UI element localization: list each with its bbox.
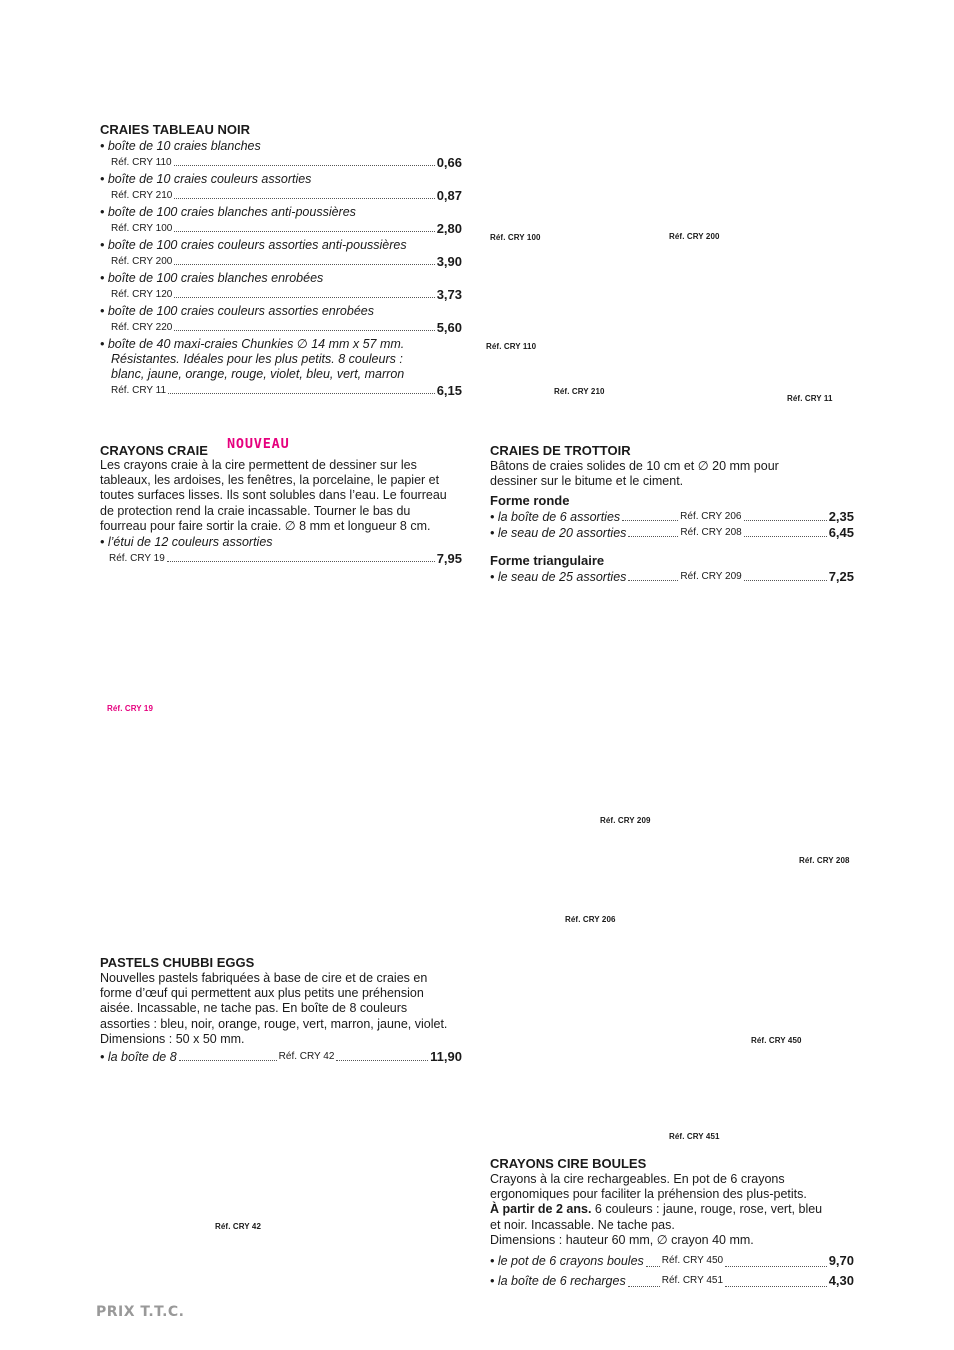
product-row	[490, 1251, 854, 1271]
photo-caption: Réf. CRY 206	[565, 915, 616, 924]
product-price: 3,90	[436, 254, 462, 269]
section-desc: fourreau pour faire sortir la craie. ∅ 8 mm et longueur 8 cm.	[100, 518, 431, 533]
product-desc: • l’étui de 12 couleurs assorties	[100, 535, 273, 550]
product-ref: Réf. CRY 42	[278, 1051, 335, 1063]
photo-caption: Réf. CRY 451	[669, 1132, 720, 1141]
product-price: 9,70	[828, 1253, 854, 1269]
section-desc: de protection rend la craie incassable. Tourner le bas du	[100, 503, 411, 518]
product-price: 2,35	[828, 509, 854, 525]
product-price: 0,66	[436, 155, 462, 170]
product-ref: Réf. CRY 110	[111, 157, 172, 168]
product-item	[100, 270, 462, 303]
product-price: 3,73	[436, 287, 462, 302]
photo-caption: Réf. CRY 42	[215, 1222, 262, 1231]
section-desc: Dimensions : 50 x 50 mm.	[100, 1031, 245, 1046]
product-price: 5,60	[436, 320, 462, 335]
section-desc: Crayons à la cire rechargeables. En pot de 6 crayons	[490, 1172, 785, 1186]
product-item	[100, 171, 462, 204]
section-title: PASTELS CHUBBI EGGS	[100, 955, 255, 970]
product-ref: Réf. CRY 209	[680, 571, 742, 583]
product-ref: Réf. CRY 210	[111, 190, 173, 201]
subsection-title: Forme ronde	[490, 493, 570, 509]
section-desc: Nouvelles pastels fabriquées à base de cire et de craies en	[100, 971, 428, 985]
section-title: CRAIES TABLEAU NOIR	[100, 122, 250, 137]
product-ref: Réf. CRY 120	[111, 289, 173, 300]
product-item	[100, 336, 462, 399]
product-desc: • la boîte de 6 recharges	[490, 1274, 626, 1289]
section-craies-trottoir	[490, 443, 854, 585]
section-title: CRAYONS CIRE BOULES	[490, 1156, 647, 1171]
section-title: CRAYONS CRAIE	[100, 443, 208, 458]
product-price: 2,80	[436, 221, 462, 236]
photo-caption: Réf. CRY 209	[600, 816, 651, 825]
product-ref: Réf. CRY 208	[680, 527, 742, 539]
product-price: 7,25	[828, 569, 854, 585]
product-desc-line: Résistantes. Idéales pour les plus petits. 8 couleurs :	[111, 352, 403, 366]
product-desc: • boîte de 100 craies couleurs assorties enrobées	[100, 304, 374, 318]
product-desc: • boîte de 100 craies blanches enrobées	[100, 271, 324, 285]
product-row	[490, 525, 854, 541]
section-desc: aisée. Incassable, ne tache pas. En boîte de 8 couleurs	[100, 1001, 408, 1016]
section-desc: forme d’œuf qui permettent aux plus petits une préhension	[100, 986, 424, 1001]
product-price: 6,15	[436, 383, 462, 398]
photo-caption: Réf. CRY 200	[669, 232, 720, 241]
product-desc: • le seau de 25 assorties	[490, 570, 627, 585]
product-price: 4,30	[828, 1273, 854, 1289]
section-desc: tableaux, les ardoises, les fenêtres, la porcelaine, le papier et	[100, 473, 440, 488]
section-desc: et noir. Incassable. Ne tache pas.	[490, 1217, 675, 1232]
product-ref: Réf. CRY 100	[111, 223, 173, 234]
product-item	[100, 237, 462, 270]
product-price: 7,95	[436, 551, 462, 567]
product-desc: • le pot de 6 crayons boules	[490, 1254, 644, 1269]
product-price: 11,90	[430, 1049, 462, 1065]
section-pastels	[100, 955, 462, 1065]
section-desc: Dimensions : hauteur 60 mm, ∅ crayon 40 mm.	[490, 1232, 754, 1247]
new-badge: NOUVEAU	[227, 436, 290, 452]
product-row	[100, 1049, 462, 1065]
product-item	[100, 204, 462, 237]
product-desc: • boîte de 100 craies couleurs assorties anti-poussières	[100, 238, 407, 252]
footer-price-note: PRIX T.T.C.	[96, 1304, 185, 1320]
product-desc: • boîte de 10 craies couleurs assorties	[100, 172, 312, 186]
photo-caption: Réf. CRY 19	[107, 704, 154, 713]
section-desc: toutes surfaces lisses. Ils sont solubles dans l’eau. Le fourreau	[100, 488, 447, 503]
photo-caption: Réf. CRY 450	[751, 1036, 802, 1045]
product-desc: • le seau de 20 assorties	[490, 526, 627, 541]
section-desc-rest: 6 couleurs : jaune, rouge, rose, vert, bleu	[591, 1202, 823, 1217]
photo-caption: Réf. CRY 210	[554, 387, 605, 396]
product-ref: Réf. CRY 220	[111, 322, 173, 333]
subsection-title: Forme triangulaire	[490, 553, 605, 569]
product-list	[100, 138, 462, 399]
product-ref: Réf. CRY 451	[661, 1275, 724, 1287]
product-ref: Réf. CRY 450	[661, 1255, 724, 1267]
product-desc: • la boîte de 6 assorties	[490, 510, 621, 525]
product-ref: Réf. CRY 206	[680, 511, 742, 523]
product-desc: • boîte de 10 craies blanches	[100, 139, 261, 153]
photo-caption: Réf. CRY 100	[490, 233, 541, 242]
product-desc: • la boîte de 8	[100, 1050, 177, 1065]
product-row	[490, 509, 854, 525]
product-ref: Réf. CRY 11	[111, 385, 167, 396]
product-row	[490, 569, 854, 585]
product-desc: • boîte de 100 craies blanches anti-poussières	[100, 205, 356, 219]
section-desc: Bâtons de craies solides de 10 cm et ∅ 20 mm pour	[490, 459, 779, 473]
product-desc-line: blanc, jaune, orange, rouge, violet, bleu, vert, marron	[111, 367, 405, 381]
product-price: 6,45	[828, 525, 854, 541]
product-item	[100, 534, 462, 567]
age-note: À partir de 2 ans.	[490, 1202, 592, 1217]
section-desc: ergonomiques pour faciliter la préhension des plus-petits.	[490, 1187, 807, 1202]
section-desc: assorties : bleu, noir, orange, rouge, vert, marron, jaune, violet.	[100, 1016, 448, 1031]
section-desc: dessiner sur le bitume et le ciment.	[490, 474, 684, 489]
section-desc: Les crayons craie à la cire permettent de dessiner sur les	[100, 458, 417, 472]
section-title: CRAIES DE TROTTOIR	[490, 443, 631, 458]
section-crayons-craie	[100, 436, 462, 567]
photo-caption: Réf. CRY 110	[486, 342, 537, 351]
product-item	[100, 138, 462, 171]
product-ref: Réf. CRY 19	[109, 553, 165, 565]
product-row	[490, 1271, 854, 1291]
photo-caption: Réf. CRY 208	[799, 856, 850, 865]
product-item	[100, 303, 462, 336]
section-desc	[490, 1202, 854, 1217]
product-ref: Réf. CRY 200	[111, 256, 173, 267]
section-crayons-cire	[490, 1156, 854, 1291]
product-desc: • boîte de 40 maxi-craies Chunkies ∅ 14 mm x 57 mm.	[100, 337, 405, 351]
photo-caption: Réf. CRY 11	[787, 394, 833, 403]
product-price: 0,87	[436, 188, 462, 203]
section-craies-tableau	[100, 122, 462, 399]
